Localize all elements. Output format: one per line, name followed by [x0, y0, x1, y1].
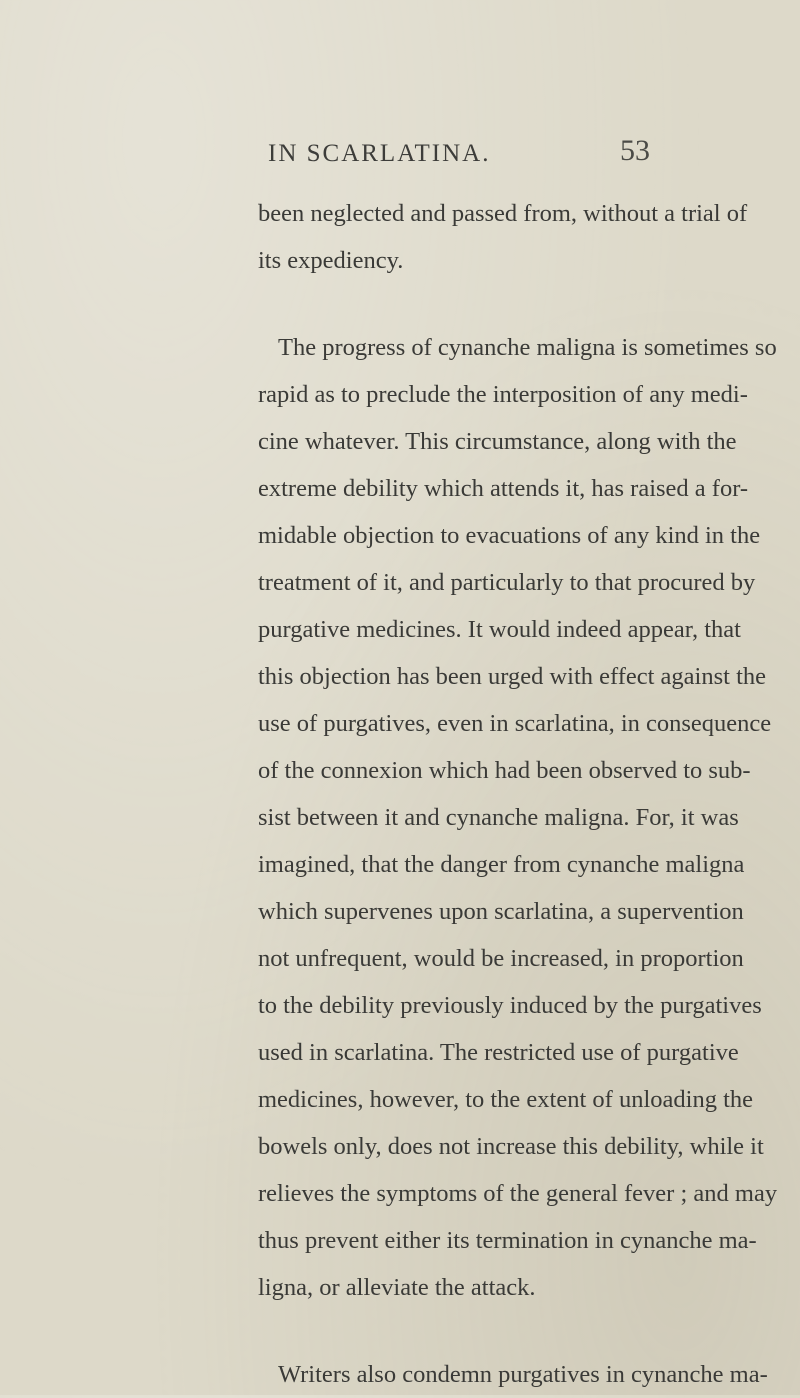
running-head	[0, 134, 800, 174]
paragraph-gap	[258, 284, 658, 324]
text-line: its expediency.	[258, 247, 404, 274]
text-line: of the connexion which had been observed to sub-	[258, 757, 751, 784]
paragraph-gap	[258, 1311, 658, 1351]
paragraph-1	[258, 190, 748, 284]
text-line: medicines, however, to the extent of unloading the	[258, 1086, 754, 1113]
paragraph-3	[258, 1351, 768, 1398]
text-line: Writers also condemn purgatives in cynanche ma-	[278, 1361, 768, 1388]
text-line: purgative medicines. It would indeed appear, that	[258, 616, 741, 643]
text-line: used in scarlatina. The restricted use of purgative	[258, 1039, 739, 1066]
body-text	[258, 190, 778, 1398]
text-line: imagined, that the danger from cynanche maligna	[258, 851, 745, 878]
text-line: use of purgatives, even in scarlatina, in consequence	[258, 710, 772, 737]
text-line: relieves the symptoms of the general fever ; and may	[258, 1180, 778, 1207]
text-line: ligna, or alleviate the attack.	[258, 1274, 536, 1301]
text-line: which supervenes upon scarlatina, a supervention	[258, 898, 744, 925]
text-line: to the debility previously induced by the purgatives	[258, 992, 762, 1019]
text-line: not unfrequent, would be increased, in proportion	[258, 945, 744, 972]
text-line: sist between it and cynanche maligna. For, it was	[258, 804, 739, 831]
text-line: midable objection to evacuations of any kind in the	[258, 522, 761, 549]
text-line: treatment of it, and particularly to that procured by	[258, 569, 756, 596]
text-line: cine whatever. This circumstance, along with the	[258, 428, 737, 455]
text-line: The progress of cynanche maligna is sometimes so	[278, 334, 777, 361]
text-line: been neglected and passed from, without a trial of	[258, 200, 748, 227]
running-title: IN SCARLATINA.	[268, 140, 491, 167]
text-line: rapid as to preclude the interposition of any medi-	[258, 381, 748, 408]
text-line: this objection has been urged with effect against the	[258, 663, 767, 690]
page-number: 53	[620, 134, 650, 167]
text-line: bowels only, does not increase this debility, while it	[258, 1133, 764, 1160]
text-line: extreme debility which attends it, has raised a for-	[258, 475, 749, 502]
paragraph-2	[258, 324, 778, 1311]
text-line: thus prevent either its termination in cynanche ma-	[258, 1227, 757, 1254]
